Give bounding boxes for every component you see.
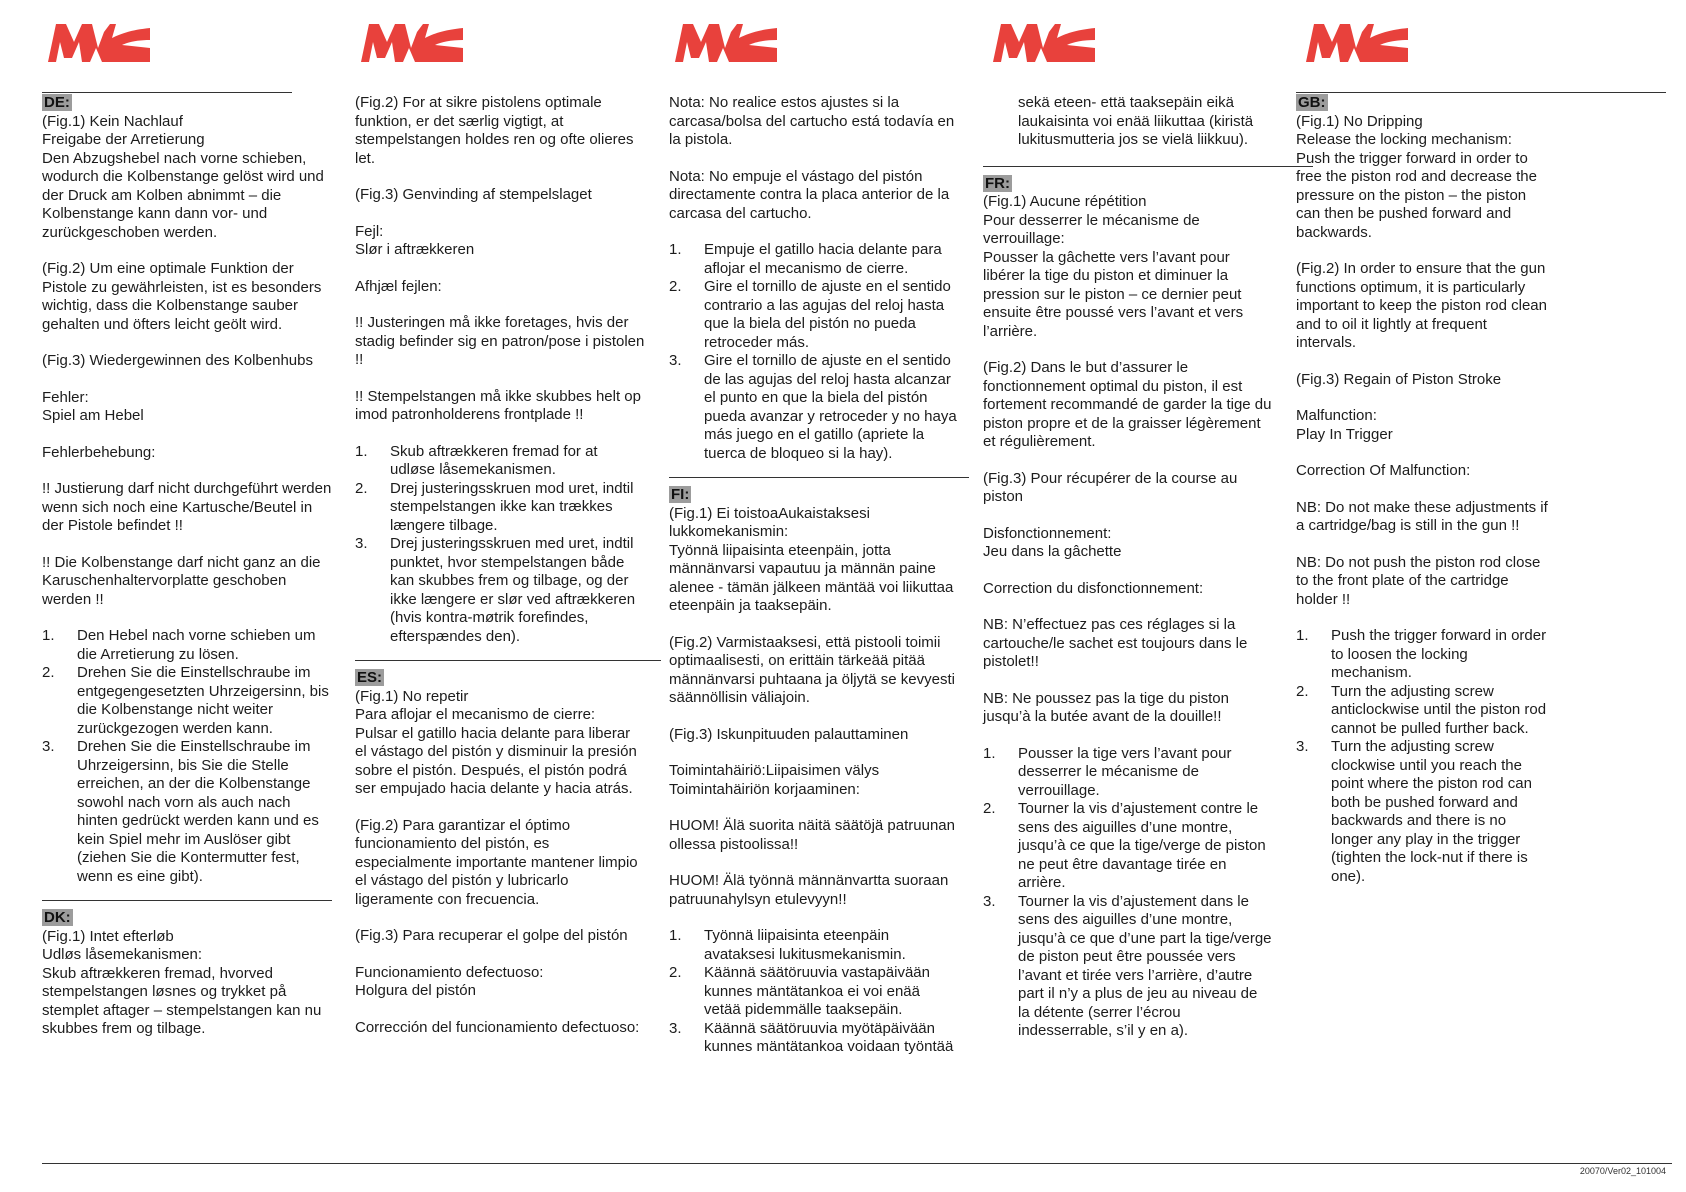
gb-fig2: (Fig.2) In order to ensure that the gun functions optimum, it is particularly important to keep the piston rod clean and to oil it lightly at frequent intervals. [1296,260,1547,351]
fi-step3-continued: sekä eteen- että taaksepäin eikä laukaisinta voi enää liikuttaa (kiristä lukitusmutteria jos se vielä liikkuu). [1018,94,1254,148]
section-header-dk: DK: [44,909,71,926]
mk-logo [1304,18,1412,64]
es-note-2: Nota: No empuje el vástago del pistón directamente contra la placa anterior de la carcasa del cartucho. [669,167,950,222]
de-fig3: (Fig.3) Wiedergewinnen des Kolbenhubs [42,352,313,369]
dk-fig1: (Fig.1) Intet efterløb Udløs låsemekanismen: Skub aftrækkeren fremad, hvorved stempelstangen løsnes og trykket på stemplet aftager – stempelstangen kan nu skubbes frem og tilbage. [42,927,322,1037]
gb-fig1: (Fig.1) No Dripping Release the locking mechanism: Push the trigger forward in order to free the piston rod and decrease the pressure on the piston – the piston can then be pushed forward and backwards. [1296,112,1537,241]
de-warning-2: !! Die Kolbenstange darf nicht ganz an die Karuschenhaltervorplatte geschoben werden !! [42,553,321,608]
es-fault: Funcionamiento defectuoso: Holgura del pistón [355,963,544,999]
dk-steps [355,443,645,647]
fr-fault: Disfonctionnement: Jeu dans la gâchette [983,524,1122,560]
es-fig2: (Fig.2) Para garantizar el óptimo funcionamiento del pistón, es especialmente importante mantener limpio el vástago del pistón y lubricarlo ligeramente con frecuencia. [355,816,638,908]
column-3 [669,0,959,1170]
de-fix: Fehlerbehebung: [42,443,156,461]
list-item: 2. Tourner la vis d’ajustement contre le sens des aiguilles d’une montre, jusqu’à ce que la tige/verge de piston ne peut être davantage tirée en arrière. [983,800,1266,891]
list-item: 1. Skub aftrækkeren fremad for at udløse låsemekanismen. [355,442,598,478]
fr-fig1: (Fig.1) Aucune répétition Pour desserrer le mécanisme de verrouillage: Pousser la gâchette vers l’avant pour libérer la tige du piston et diminuer la pression sur le piston – ce dernier peut ensuite être poussé vers l’avant et vers l’arrière. [983,193,1244,340]
list-item: 3. Käännä säätöruuvia myötäpäivään kunnes mäntätankoa voidaan työntää [669,1019,954,1055]
gb-note-2: NB: Do not push the piston rod close to the front plate of the cartridge holder !! [1296,553,1541,608]
de-fig2: (Fig.2) Um eine optimale Funktion der Pistole zu gewährleisten, ist es besonders wichtig, dass die Kolbenstange sauber gehalten und öfters leicht geölt wird. [42,260,322,333]
fr-note-2: NB: Ne poussez pas la tige du piston jusqu’à la butée avant de la douille!! [983,689,1229,725]
es-steps [669,241,959,463]
section-header-es: ES: [357,669,383,686]
fr-note-1: NB: N’effectuez pas ces réglages si la cartouche/le sachet est toujours dans le pistolet!! [983,616,1248,670]
fr-fig2: (Fig.2) Dans le but d’assurer le fonctionnement optimal du piston, il est fortement recommandé de garder la tige du piston propre et de la graisser légèrement et régulièrement. [983,359,1272,450]
gb-note-1: NB: Do not make these adjustments if a cartridge/bag is still in the gun !! [1296,498,1548,534]
divider [42,92,292,93]
fi-steps [669,927,959,1057]
fr-fig3: (Fig.3) Pour récupérer de la course au piston [983,469,1238,505]
column-2 [355,0,645,1170]
mk-logo [673,18,781,64]
dk-fix: Afhjæl fejlen: [355,277,442,295]
list-item: 2. Gire el tornillo de ajuste en el sentido contrario a las agujas del reloj hasta que la biela del pistón no pueda retroceder más. [669,278,951,351]
list-item: 1. Push the trigger forward in order to loosen the locking mechanism. [1296,627,1547,681]
de-warning-1: !! Justierung darf nicht durchgeführt werden wenn sich noch eine Kartusche/Beutel in der Pistole befindet !! [42,480,332,534]
de-fig1: (Fig.1) Kein Nachlauf Freigabe der Arretierung Den Abzugshebel nach vorne schieben, wodurch die Kolbenstange gelöst wird und der Druck am Kolben abnimmt – die Kolbenstange kann dann vor- und zurückgeschoben werden. [42,112,324,241]
section-header-gb: GB: [1298,94,1326,111]
column-5 [1296,0,1666,1170]
list-item: 1. Empuje el gatillo hacia delante para aflojar el mecanismo de cierre. [669,241,942,277]
section-header-fi: FI: [671,486,690,503]
fi-fault: Toimintahäiriö:Liipaisimen välys Toimintahäiriön korjaaminen: [669,762,880,798]
section-header-fr: FR: [985,174,1010,192]
divider [983,166,1313,167]
fi-note-1: HUOM! Älä suorita näitä säätöjä patruunan ollessa pistoolissa!! [669,817,955,853]
dk-fig2: (Fig.2) For at sikre pistolens optimale funktion, er det særlig vigtigt, at stempelstangen holdes ren og ofte olieres let. [355,94,634,167]
divider [42,900,332,901]
list-item: 3. Drej justeringsskruen med uret, indtil punktet, hvor stempelstangen både kan skubbes frem og tilbage, og der ikke længere er slør ved aftrækkeren (hvis kontra-møtrik forefindes, efterspændes den). [355,535,636,645]
es-note-1: Nota: No realice estos ajustes si la carcasa/bolsa del cartucho está todavía en la pistola. [669,94,955,148]
divider [1296,92,1666,93]
section-header-de: DE: [44,94,70,111]
dk-fig3: (Fig.3) Genvinding af stempelslaget [355,186,592,203]
es-fig3: (Fig.3) Para recuperar el golpe del pistón [355,927,628,944]
footer-code: 20070/Ver02_101004 [1579,1166,1666,1176]
list-item: 2. Käännä säätöruuvia vastapäivään kunnes mäntätankoa ei voi enää vetää pidemmälle taaksepäin. [669,964,930,1018]
list-item: 3. Drehen Sie die Einstellschraube im Uhrzeigersinn, bis Sie die Stelle erreichen, an der die Kolbenstange sowohl nach vorn als auch nach hinten gedrückt werden kann und es kein Spiel mehr im Auslöser gibt (ziehen Sie die Kontermutter fest, wenn es eine gibt). [42,738,319,885]
dk-fault: Fejl: Slør i aftrækkeren [355,222,475,258]
column-4 [983,0,1273,1170]
list-item: 3. Gire el tornillo de ajuste en el sentido de las agujas del reloj hasta alcanzar el punto en que la biela del pistón pueda avanzar y retroceder y no haya más juego en el gatillo (apriete la tuerca de bloqueo si la hay). [669,352,957,462]
gb-fix: Correction Of Malfunction: [1296,462,1471,479]
fi-fig1: (Fig.1) Ei toistoaAukaistaksesi lukkomekanismin: Työnnä liipaisinta eteenpäin, jotta männänvarsi vapautuu ja männän paine alenee - tämän jälkeen mäntää voi liikuttaa eteenpäin ja taaksepäin. [669,504,954,614]
list-item: 1. Työnnä liipaisinta eteenpäin avataksesi lukitusmekanismin. [669,927,906,963]
mk-logo [359,18,467,64]
fi-fig2: (Fig.2) Varmistaaksesi, että pistooli toimii optimaalisesti, on erittäin tärkeää pitää männänvarsi puhtaana ja öljytä se kevyesti säännöllisin väliajoin. [669,633,955,706]
list-item: 3. Tourner la vis d’ajustement dans le sens des aiguilles d’une montre, jusqu’à ce que d’une part la tige/verge de piston peut être poussée vers l’avant et tirée vers l’arrière, d’autre part il n’y a plus de jeu au niveau de la détente (serrer l’écrou indesserrable, s’il y en a). [983,892,1272,1039]
column-1 [42,0,332,1170]
fr-steps [983,745,1273,1041]
de-fault: Fehler: Spiel am Hebel [42,388,144,424]
list-item: 2. Turn the adjusting screw anticlockwise until the piston rod cannot be pulled further back. [1296,682,1547,737]
es-fix: Corrección del funcionamiento defectuoso: [355,1018,640,1036]
list-item: 1. Pousser la tige vers l’avant pour desserrer le mécanisme de verrouillage. [983,744,1232,799]
dk-warning-1: !! Justeringen må ikke foretages, hvis der stadig befinder sig en patron/pose i pistolen !! [355,314,645,368]
mk-logo [991,18,1099,64]
gb-fig3: (Fig.3) Regain of Piston Stroke [1296,370,1502,388]
es-fig1: (Fig.1) No repetir Para aflojar el mecanismo de cierre: Pulsar el gatillo hacia delante para liberar el vástago del pistón y disminuir la presión sobre el pistón. Después, el pistón podrá ser empujado hacia delante y hacia atrás. [355,687,637,797]
gb-fault: Malfunction: Play In Trigger [1296,407,1393,443]
divider [355,660,661,661]
fi-note-2: HUOM! Älä työnnä männänvartta suoraan patruunahylsyn etulevyyn!! [669,872,949,908]
dk-warning-2: !! Stempelstangen må ikke skubbes helt op imod patronholderens frontplade !! [355,387,641,423]
mk-logo [46,18,154,64]
bottom-rule [42,1163,1672,1164]
list-item: 2. Drehen Sie die Einstellschraube im entgegengesetzten Uhrzeigersinn, bis die Kolbenstange nicht weiter zurückgezogen werden kann. [42,664,329,737]
de-steps [42,627,332,886]
gb-steps [1296,627,1548,886]
fr-fix: Correction du disfonctionnement: [983,579,1204,597]
list-item: 2. Drej justeringsskruen mod uret, indtil stempelstangen ikke kan trækkes længere tilbage. [355,479,634,534]
list-item: 1. Den Hebel nach vorne schieben um die Arretierung zu lösen. [42,627,316,663]
list-item: 3. Turn the adjusting screw clockwise until you reach the point where the piston rod can both be pushed forward and backwards and there is no longer any play in the trigger (tighten the lock-nut if there is one). [1296,738,1532,885]
fi-fig3: (Fig.3) Iskunpituuden palauttaminen [669,725,909,743]
divider [669,477,969,478]
